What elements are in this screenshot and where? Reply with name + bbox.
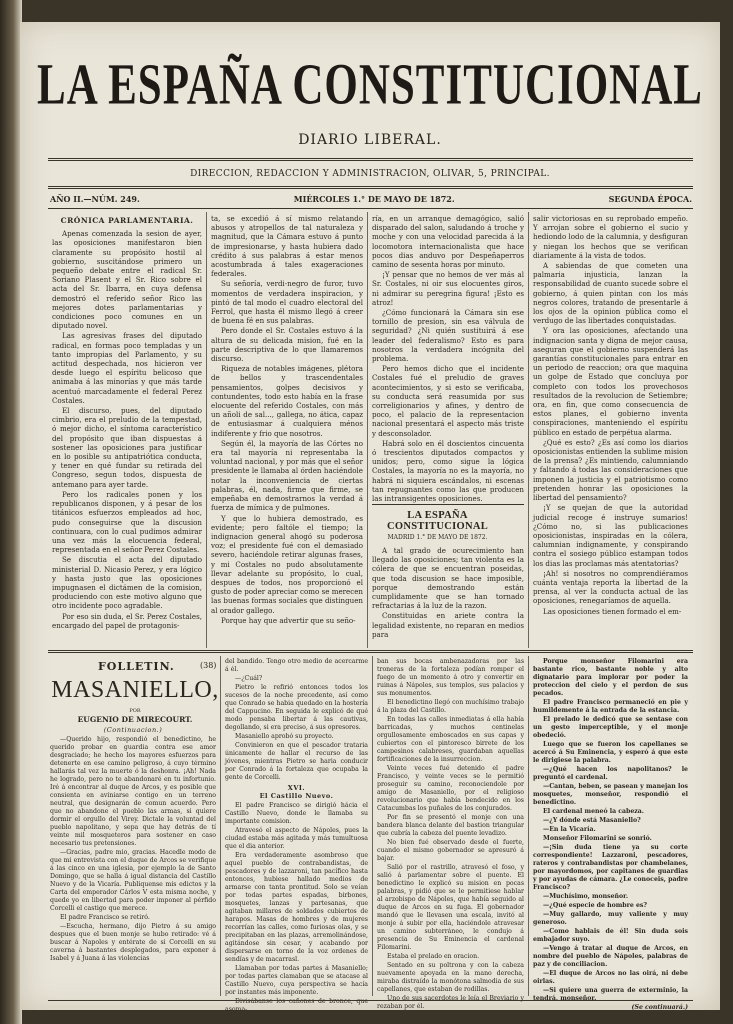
editorial-masthead: LA ESPAÑA CONSTITUCIONAL — [386, 510, 489, 532]
paragraph: Porque hay que advertir que su seño- — [221, 615, 356, 625]
paragraph: Las oposiciones tienen formado el em- — [543, 606, 682, 616]
paragraph: Apenas comenzada la sesion de ayer, las oposiciones manifestaron bien claramente su propósito hostil al gobierno, suscitándose primero un pequeño debate entre el radical Sr. Soriano Plasent y el Sr. Rico sobre el acta del Sr. Ibarra, en cuya defensa demostró el referido señor Rico las mejores dotes parlamentarias y condiciones poco comunes en un diputado novel. — [52, 229, 202, 331]
paragraph: Porque monseñor Filomarini era bastante rico, bastante noble y alto dignatario para implorar por poder la proteccion del cielo y el perdon de sus pecados. — [533, 658, 688, 697]
paragraph: —¿Qué hacen los napolitanos? le preguntó el cardenal. — [533, 766, 688, 781]
paragraph: Divisábanse los cañones de bronce, que asoma- — [225, 998, 368, 1013]
paragraph: salir victoriosas en su reprobado empeño. Y arrojan sobre el gobierno el sucio y hediondo lodo de la calumnia, y desfiguran y niegan los hechos que se verifican diariamente á la vista de todos. — [533, 214, 688, 260]
paragraph: —Como hablais de él! Sin duda sois embajador suyo. — [533, 928, 688, 943]
folletin-rule — [48, 650, 693, 653]
chapter-number: XVI. — [287, 784, 306, 792]
paragraph: —Muy gallardo, muy valiente y muy generoso. — [533, 911, 688, 926]
masthead-title: LA ESPAÑA CONSTITUCIONAL — [37, 53, 703, 117]
paragraph: El prelado le dedicó que se sentase con un gesto imperceptible, y el monje obedeció. — [533, 716, 688, 739]
paragraph: Pero donde el Sr. Costales estuvo á la altura de su delicada mision, fué en la parte descriptiva de lo que llamaremos discurso. — [211, 326, 363, 364]
editorial-dateline: MADRID 1.° DE MAYO DE 1872. — [387, 534, 488, 541]
column-divider — [528, 212, 529, 648]
header-rule-middle — [48, 186, 693, 189]
paragraph: ban sus bocas ambenazadoras por las troneras de la fortaleza podían romper el fuego de un momento á otro y convertir en ruinas á Nápoles, sus templos, sus palacios y sus monumentos. — [377, 658, 524, 697]
issue-date: MIÉRCOLES 1.° DE MAYO DE 1872. — [293, 194, 455, 204]
paragraph: El discurso, pues, del diputado cimbrio, era el preludio de la tempestad, ó mejor dicho, el síntoma característico del propósito que iban dispuestas á sostener las oposiciones para justificar en lo posible su antipatriótica conducta, y tener en qué fundar su retirada del Congreso, segun todos, dispuesta de antemano para ayer tarde. — [52, 406, 202, 489]
paragraph: Riqueza de notables imágenes, plétora de bellos y trascendentales pensamientos, golpes decisivos y contundentes, todo esto había en la frase elocuente del referido Costales, con más un añoli de sal..., gallega, no ática, capaz de entusiasmar á cualquiera ménos indiferente y frio que nosotros. — [211, 364, 363, 438]
paragraph: ¡Y pensar que no hemos de ver más al Sr. Costales, ni oir sus elocuentes giros, ni admirar su peregrina figura! ¡Esto es atroz! — [372, 270, 524, 307]
paragraph: —Si quiere una guerra de exterminio, la tendrá, monseñor. — [533, 987, 688, 1002]
paragraph: A tal grado de ocurecimiento han llegado las oposiciones; tan violenta es la cólera de que se encuentran poseidas, que toda discusion se hace imposible, porque demostrando están cumplidamente que se han tornado refractarias á la luz de la razon. — [372, 546, 524, 611]
paragraph: Y ora las oposiciones, afectando una indignacion santa y digna de mejor causa, aseguran que el gobierno suspenderá las garantías constitucionales para entrar en un periodo de reaccion; ora que maquina un golpe de Estado que concluya por completo con todos los provechosos resultados de la revolucion de Setiembre; ora, en fin, que como consecuencia de estos planes, el gobierno inventa conspiraciones, manteniendo el espíritu público en estado de perpétua alarma. — [533, 326, 688, 437]
paragraph: —Cantan, beben, se pasean y manejan los mosquetes, monseñor, respondió el benedictino. — [533, 783, 688, 806]
paragraph: ¡Y se quejan de que la autoridad judicial recoge é instruye sumarios! ¿Cómo no, si las publicaciones oposicionistas, inspiradas en la cólera, calumnian indignamente, y conspirando contra el sosiego público estampan todos los dias las proclamas más atentatorias? — [533, 503, 688, 568]
paragraph: —Vengo á tratar al duque de Arcos, en nombre del pueblo de Nápoles, palabras de paz y de conciliacion. — [533, 945, 688, 968]
dateline — [50, 194, 692, 204]
paragraph: Uno de sus sacerdotes le leía el Breviario y rezaban por él. — [377, 995, 524, 1010]
paragraph: El cardenal meneó la cabeza. — [543, 808, 644, 815]
paragraph: ¡Ah! si nosotros no comprendiéramos cuánta ventaja reporta la libertad de la prensa, al ver la conducta actual de las oposiciones, renegaríamos de aquella. — [533, 568, 688, 606]
book-binding — [0, 0, 22, 1024]
paragraph: Salió por el rastrillo, atravesó el foso, y salió á parlamentar sobre el puente. El benedictino le explicó su mision en pocas palabras, y pidió que se le permitiese hablar al arzobispo de Nápoles, que había seguido al duque de Arcos en su fuga. El gobernador mandó que le llevasen una escala, invitó al monje á subir por ella, haciéndole atravesar un camino subterráneo, le condujo á presencia de Su Eminencia el cardenal Filomarini. — [377, 864, 524, 951]
section-heading: CRÓNICA PARLAMENTARIA. — [60, 216, 194, 225]
column-3-top — [372, 214, 524, 504]
serial-por: POR — [129, 708, 141, 714]
paragraph: Por fin se presentó el monje con una bandera blanca delante del bastion triangular que cubría la cabeza del puente levadizo. — [377, 814, 524, 837]
continuation-note: (Continuacion.) — [103, 726, 163, 734]
folletin-number: (38) — [200, 661, 217, 670]
paragraph: Masaniello aprobó su proyecto. — [235, 733, 334, 740]
paragraph: Monseñor Filomarini se sonrió. — [543, 835, 652, 842]
paragraph: Según él, la mayoría de las Córtes no era tal mayoría ni representaba la voluntad nacional, y por más que el señor presidente le llamaba al órden haciéndole notar la inconveniencia de ciertas palabras, él, nada, firme que firme, se empeñaba en demostrarnos la verdad á fuerza de mímica y de pulmones. — [211, 438, 363, 513]
issue-number: AÑO II.—NÚM. 249. — [50, 194, 140, 204]
paragraph: —Escucha, hermano, dijo Pietro á su amigo despues que el buen monje se hubo retirado: vé á buscar á Napoles y entérate de si Corcelli en su caverna á bastantes desplegados, para exponer á Isabel y á Juana á las violencias — [50, 923, 216, 962]
paragraph: ¿Cómo funcionará la Cámara sin ese tornillo de presion, sin esa válvula de seguridad? ¿Ni quién sustituirá á ese leader del federalismo? Esto es para nosotros la verdadera incógnita del problema. — [372, 308, 524, 364]
paragraph: Pero los radicales ponen y los republicanos disponen, y á pesar de los titánicos esfuerzos empleados ad hoc, pudo conseguirse que la discusion continuara, con lo cual pudimos admirar una vez más la elocuencia federal, representada en el señor Perez Costales. — [52, 489, 202, 555]
newspaper-page — [20, 22, 720, 1013]
paragraph: El benedictino llegó con muchísimo trabajo á la plaza del Castillo. — [377, 699, 524, 714]
paragraph: Atravesó el aspecto de Nápoles, pues la ciudad estaba más agitada y más tumultuosa que el dia anterior. — [225, 827, 368, 850]
column-1 — [52, 214, 202, 644]
column-divider — [206, 212, 207, 648]
paragraph: Habrá solo en él doscientos cincuenta ó trescientos diputados compactos y unidos; pero, como sigue la lógica Costales, la mayoría no es la mayoría, no habrá ni siquiera escándalos, ni escenas tan repugnantes como las que producen las intransigentes oposiciones. — [372, 438, 524, 504]
address-line: DIRECCION, REDACCION Y ADMINISTRACION, OLIVAR, 5, PRINCIPAL. — [190, 169, 550, 179]
paragraph: El padre Francisco permaneció en pie y humildemente á la entrada de la estancia. — [533, 699, 688, 714]
paragraph: A sabiendas de que cometen una palmaria injusticia, lanzan la responsabilidad de cuanto sucede sobre el gobierno, á quien pintan con los más negros colores, tratando de presentarle á los ojos de la opinion pública como el verdugo de las libertades conquistadas. — [533, 261, 688, 326]
header-rule-top — [48, 158, 693, 161]
paragraph: Estaba el prelado en oracion. — [387, 953, 480, 960]
folletin-column-3 — [377, 658, 524, 1010]
paragraph: Su señoría, verdi-negro de furor, tuvo momentos de verdadera inspiracion, y pintó de tal modo el cuadro electoral del Ferrol, que hasta él mismo llegó á creer de buena fé en sus palabras. — [211, 279, 363, 326]
masthead-subtitle: DIARIO LIBERAL. — [298, 132, 442, 148]
serial-title: MASANIELLO, — [51, 677, 219, 703]
paragraph: —¡Sin duda tiene ya su corte correspondiente! Lazzaroni, pescadores, rateros y contrabandistas por chambelanes, por mayordomos, por capitanes de guardias y por ayudas de cámara. ¿Le conoceis, padre Francisco? — [533, 844, 688, 891]
paragraph: El padre Francisco se retiró. — [60, 914, 150, 921]
serial-author: EUGENIO DE MIRECOURT. — [77, 715, 193, 724]
paragraph: Era verdaderamente asombroso que aquel pueblo de contrabandistas, de pescadores y de lazzaroni, tan pacífico hasta entonces, hubiese hallado medios de armarse con tanta prontitud. Solo se veían por todas partes espadas, birbones, mosquetes, lanzas y partesanas, que agitaban millares de soldados cubiertos de harapos. Masas de hombres y de mujeres recorrían las calles, como furiosas olas, y se precipitaban en las plazas, arremolinándose, agitándose sin cesar, y acabando por dispersarse en torno de la voz ordenes de sendías y de macarrasl. — [225, 852, 368, 963]
paragraph: —¿Cuál? — [235, 675, 263, 682]
paragraph: —Querido hijo, respondió el benedictino, he querido probar en guardia contra ese amor desgraciado; he hecho los mayores esfuerzos para detenerte en ese camino peligroso, á cuyo término hallarás tal vez la muerte ó la deshonra. ¡Ah! Nada he logrado, pero no te abandonaré en tu infortunio. Iré á encontrar al duque de Arcos, y es posible que consienta en aviniarse contigo en un terreno neutral, que designarán de comun acuerdo. Pero que no abandone el pueblo las armas, si quiere dormir el orgullo del Virey. Dictale la voluntad del pueblo napolitano, y sepa que hay detrás de tí veinte mil mosqueteros para sostener en caso necesario tus pretensiones. — [50, 736, 216, 847]
column-divider — [220, 656, 221, 996]
folletin-column-4 — [533, 658, 688, 1011]
column-divider — [528, 656, 529, 996]
paragraph: ta, se excedió á sí mismo relatando abusos y atropellos de tal naturaleza y magnitud, que la Cámara estuvo á punto de impresionarse, y hasta hubiera dado crédito á sus palabras á estar menos acostumbrada á tales exageraciones federales. — [211, 214, 363, 279]
chapter-title: El Castillo Nuevo. — [259, 792, 334, 800]
paragraph: ¿Qué es esto? ¿Es así como los diarios oposicionistas entienden la sublime mision de la prensa? ¿Es mintiendo, calumniando y faltando á todas las consideraciones que imponen la justicia y el patriotismo como pretenden honrar las oposiciones la libertad del pensamiento? — [533, 437, 688, 503]
paragraph: Pero hemos dicho que el incidente Costales fué el preludio de graves acontecimientos, y si esto se verificaba, su conducta será reasumida por sus correligionarios y afines, y dentro de poco, el palacio de la representacion nacional presentará el aspecto más triste y desconsolador. — [372, 364, 524, 438]
folletin-label: FOLLETIN. — [98, 660, 175, 673]
paragraph: Luego que se fueron los capellanes se acercó á Su Eminencia, y esperó á que este le dirigiese la palabra. — [533, 741, 688, 764]
paragraph: del bandido. Tengo otro medio de acercarme á él. — [225, 658, 368, 673]
column-3-editorial — [372, 546, 524, 644]
paragraph: En todas las calles inmediatas á ella había barricadas, y muchos centinelas orgullosamente emboscados en sus capas y cubiertos con el pintoresco birrete de los campesinos calabreses, guardaban aquellas fortificaciones de la insurreccion. — [377, 716, 524, 763]
header-rule-bottom — [48, 208, 693, 209]
folletin-column-2 — [225, 658, 368, 1013]
paragraph: —El duque de Arcos no las oirá, ni debe oirlas. — [533, 970, 688, 985]
paragraph: Sentado en su poltrona y con la cabeza nuevamente apoyada en la mano derecha, miraba distraído la monótona salmodia de sus capellanes, que estaban de rodillas. — [377, 962, 524, 993]
column-2 — [211, 214, 363, 644]
section-rule — [372, 504, 524, 505]
issue-epoch: SEGUNDA ÉPOCA. — [608, 194, 692, 204]
paragraph: Las agresivas frases del diputado radical, en formas poco templadas y un tanto impropias del Parlamento, y su actitud despechada, nos hicieron ver desde luego el espíritu belicoso que animaba á las minorías y que más tarde acentuó marcadamente el federal Perez Costales. — [52, 331, 202, 405]
paragraph: Convinieron en que el pescador trataria únicamente de hallar el recurso de las jóvenes, mientras Pietro se haria conducir por Conrado á la fortaleza que ocupaba la gente de Corcelli. — [225, 742, 368, 781]
paragraph: —¿Qué especie de hombre es? — [543, 902, 647, 909]
paragraph: Pietro le refirió entonces todos los sucesos de la noche precedente, así como que Conrado se habia quedado en la hostería del Cappucino. En seguida le explicó de qué modo pensaba libertar á las cautivas, degollando, si era preciso, á sus opresores. — [225, 684, 368, 731]
paragraph: Llamaban por todas partes á Masaniello; por todas partes clamaban que se atacase al Castillo Nuevo, cuya perspectiva se hacía por instantes más imponente. — [225, 965, 368, 996]
paragraph: —Gracias, padre mio, gracias. Hacedle modo de que mi entrevista con el duque de Arcos se verifique á las cinco en una iglesia, por ejemplo la de Santo Domingo, que se halla á igual distancia del Castillo Nuevo y de la Vicaría. Publiquense mis edictos y la Carta del emperador Cárlos V esta misma noche, y quede yo en libertad para poder imponer al pérfido Corcelli el castigo que merece. — [50, 849, 216, 912]
paragraph: El padre Francisco se dirigió hácia el Castillo Nuevo, donde le llamaba su importante comision. — [225, 802, 368, 825]
paragraph: Veinte veces fué detenido el padre Francisco, y veinte veces se le permitió proseguir su camino, reconociendole por amigo de Masaniello, por el religioso revolucionario que había bendecido en los Catacumbas los puñales de los conjurados. — [377, 765, 524, 812]
column-divider — [372, 656, 373, 996]
column-divider — [367, 212, 368, 648]
paragraph: Constituidas en ariete contra la legalidad existente, no reparan en medios para — [372, 611, 524, 639]
paragraph: Por eso sin duda, el Sr. Perez Costales, encargado del papel de protagonis- — [52, 611, 202, 630]
page-bottom-rule — [48, 1000, 693, 1001]
paragraph: —En la Vicaría. — [543, 826, 596, 833]
paragraph: Se discutia el acta del diputado ministerial D. Nicasio Perez, y era lógico y hasta justo que las oposiciones impugnasen el dictámen de la comision, produciendo con este motivo alguno que otro incidente poco agradable. — [52, 555, 202, 611]
paragraph: No bien fué observado desde el fuerte, cuando el mismo gobernador se apresuró á bajar. — [377, 839, 524, 862]
paragraph: Y que lo hubiera demostrado, es evidente; pero faltóle el tiempo; la indignacion general ahogó su poderosa voz; el presidente fué con el demasiado severo, haciéndole retirar algunas frases, y mi Costales no pudo absolutamente llevar adelante su propósito, lo cual, despues de todos, nos proporcionó el gusto de poder apreciar como se merecen las buenas formas sociales que distinguen al orador gallego. — [211, 513, 363, 615]
paragraph: —Muchísimo, monseñor. — [543, 893, 629, 900]
paragraph: ría, en un arranque demagógico, salió disparado del salon, saludando á troche y moche y con una velocidad parecida á la locomotora internacionalista que hace pocos dias anduvo por Despeñaperros camino de sesenta horas por minuto. — [372, 214, 524, 270]
serial-end-note: (Se continuará.) — [631, 1004, 688, 1011]
column-4 — [533, 214, 688, 644]
folletin-column-1 — [50, 726, 216, 996]
paragraph: —¿Y dónde está Masaniello? — [543, 817, 641, 824]
